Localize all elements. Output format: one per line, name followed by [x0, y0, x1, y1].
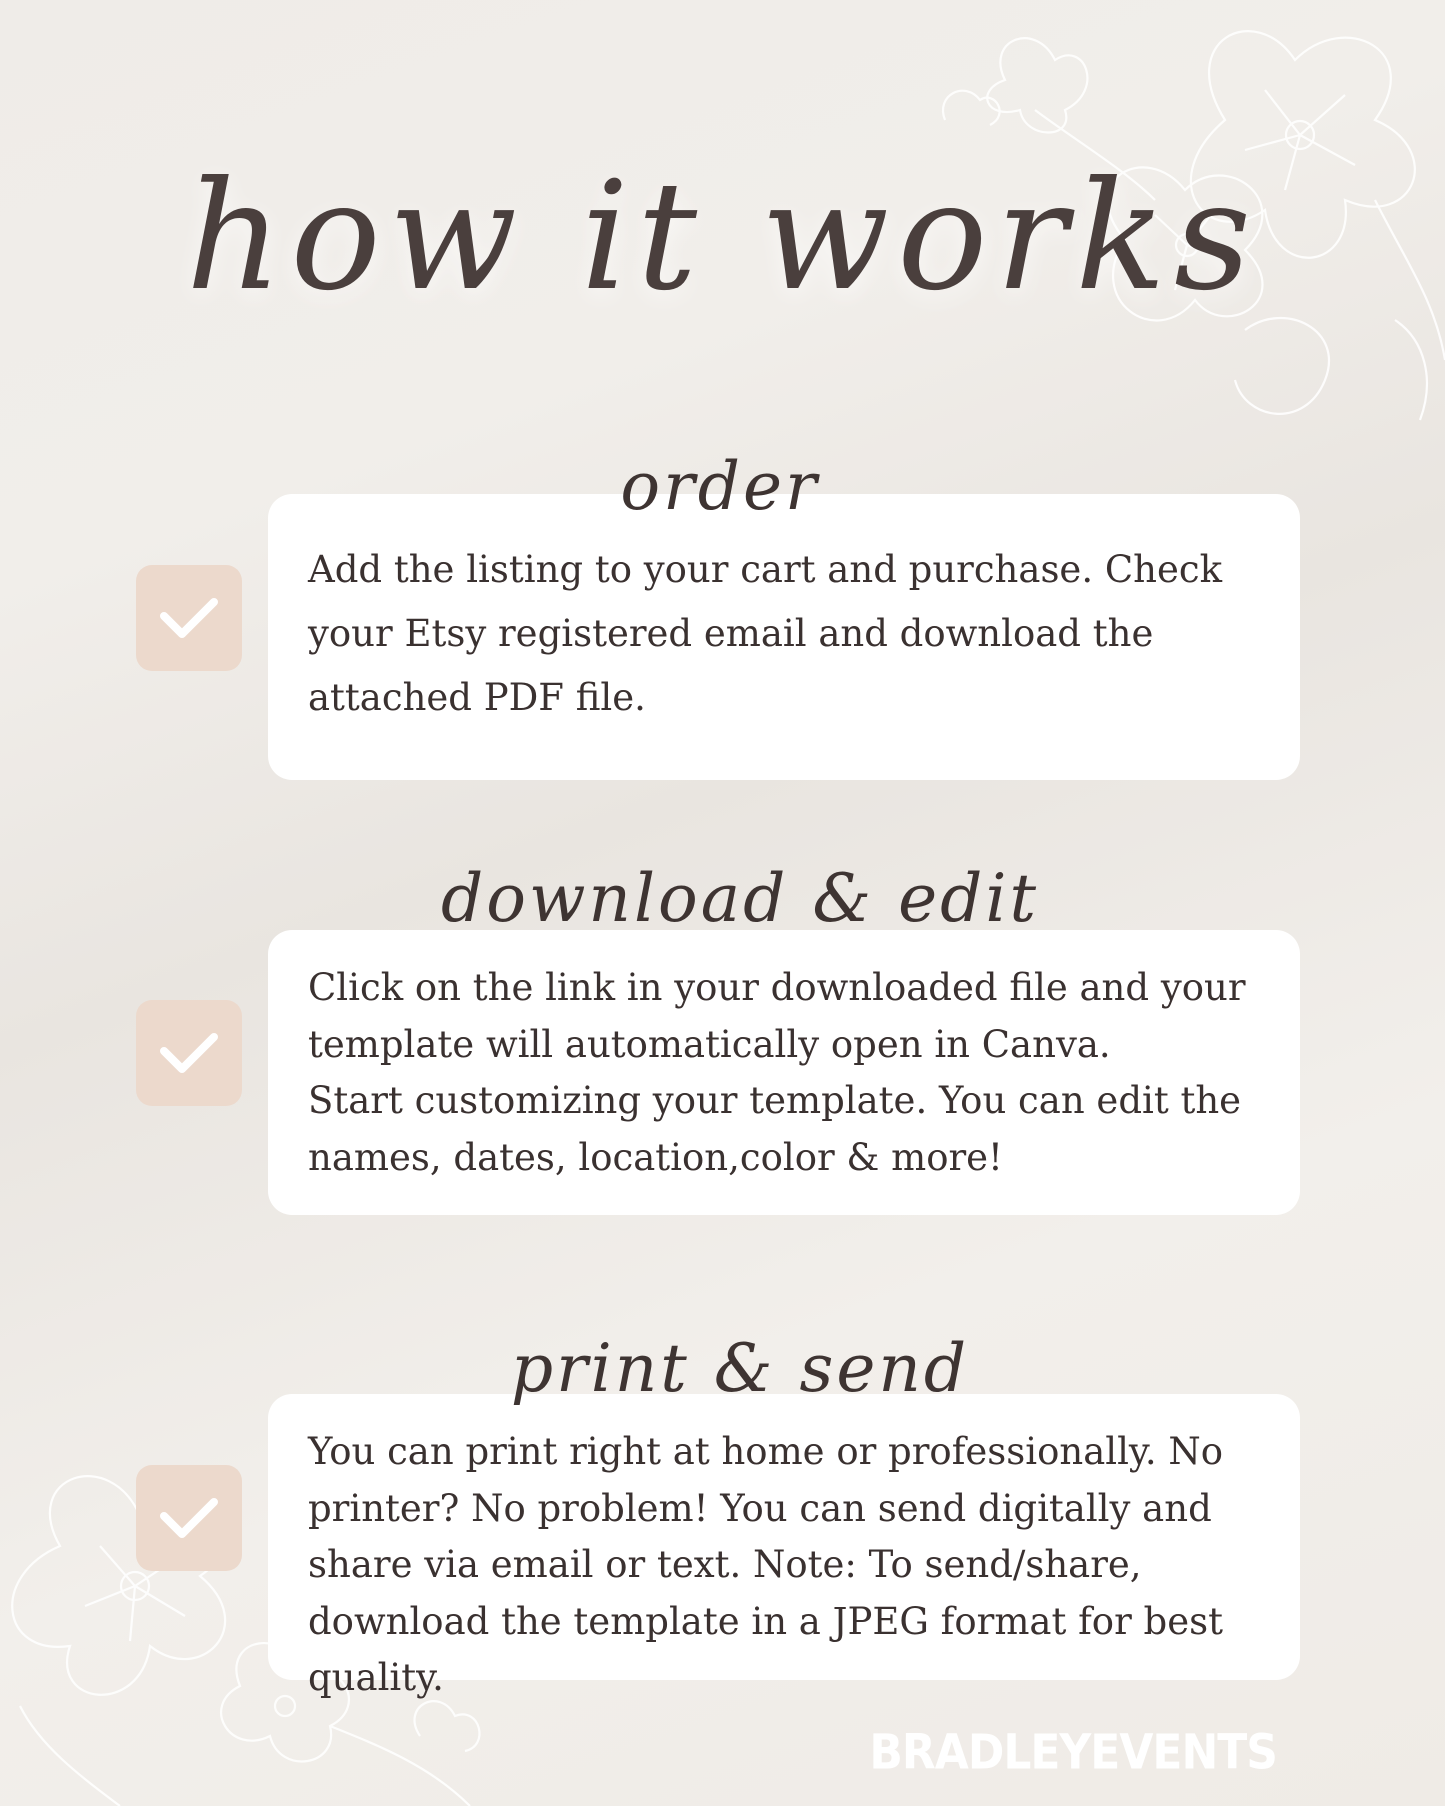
checkbox-tile: [136, 1000, 242, 1106]
step-heading: download & edit: [440, 860, 1040, 937]
step-card: [268, 1394, 1300, 1699]
checkmark-icon: [158, 1496, 220, 1540]
checkmark-icon: [158, 596, 220, 640]
checkbox-tile: [136, 565, 242, 671]
step-text: Click on the link in your downloaded file and your template will automatically open in Canva. Start customizing your template. You can edit the names, dates, location,color & more!: [308, 966, 1246, 1179]
step-text: You can print right at home or professionally. No printer? No problem! You can send digitally and share via email or text. Note: To send/share, download the template in a JPEG format for best quality.: [308, 1430, 1224, 1699]
step-card: [268, 930, 1300, 1215]
step-heading: order: [620, 448, 820, 525]
step-heading: print & send: [510, 1330, 970, 1407]
checkmark-icon: [158, 1031, 220, 1075]
checkbox-tile: [136, 1465, 242, 1571]
page-title: how it works: [185, 150, 1260, 324]
step-card: [268, 494, 1300, 780]
step-text: Add the listing to your cart and purchase. Check your Etsy registered email and download the attached PDF file.: [308, 548, 1223, 719]
brand-watermark: BRADLEYEVENTS: [869, 1724, 1277, 1781]
